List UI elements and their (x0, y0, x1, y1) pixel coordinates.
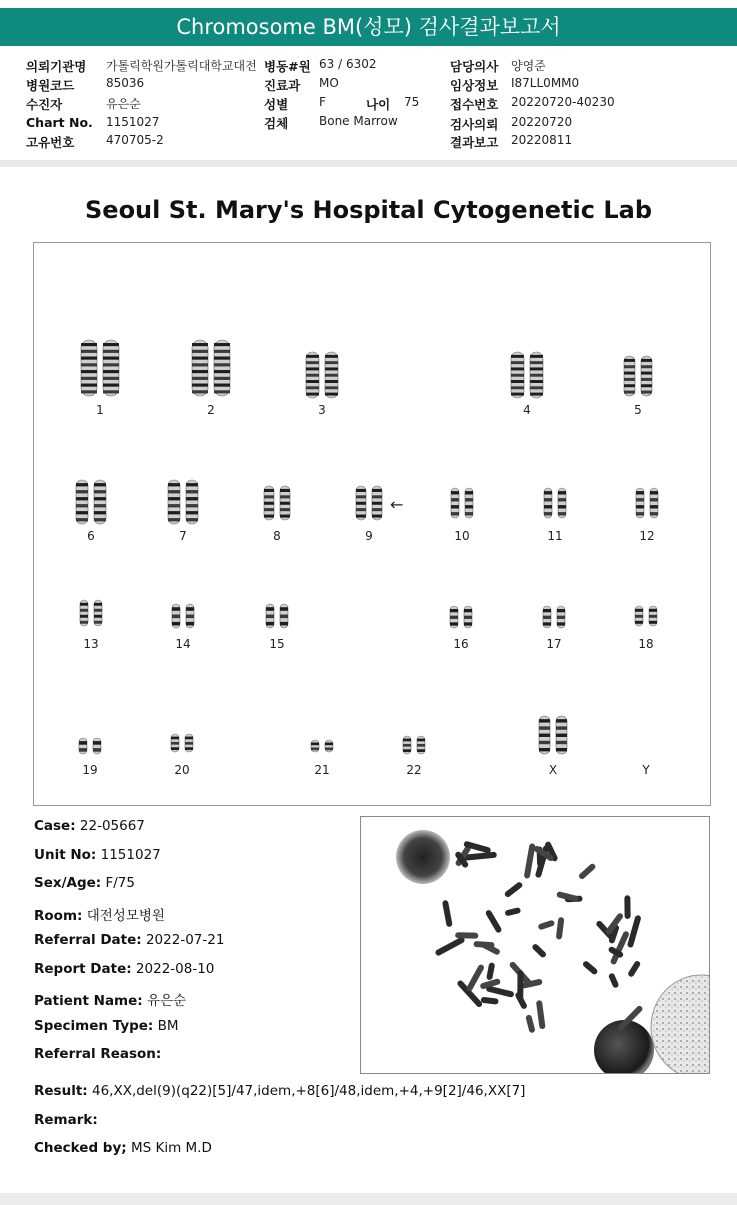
chromosome-label: 16 (453, 637, 469, 651)
chromosome-pair (450, 487, 474, 519)
chromosome-pair (263, 485, 291, 521)
metaphase-chromosome (525, 1014, 535, 1033)
section-divider (0, 160, 737, 167)
chromosome-pair (634, 605, 658, 627)
arrow-left-icon: ← (390, 495, 404, 514)
age-label: 나이 (366, 97, 391, 112)
report-date-value: 2022-08-10 (135, 961, 215, 977)
chromosome-pair (449, 605, 473, 629)
case-row (34, 818, 145, 834)
chromosome-pair (171, 603, 195, 629)
case-label: Case: (34, 818, 76, 834)
specimen-type-row (34, 1018, 179, 1034)
chromosome-pair (355, 485, 383, 521)
interphase-nucleus (396, 830, 450, 884)
chromosome-label: 14 (175, 637, 191, 651)
result-report-value: 20220811 (511, 133, 573, 147)
chromosome-pair (305, 351, 339, 399)
chromosome-label: 8 (273, 529, 281, 543)
report-date-row (34, 961, 214, 977)
specimen-type-label: Specimen Type: (34, 1018, 154, 1034)
chromosome-pair (623, 355, 653, 397)
chromosome-label: 21 (314, 763, 330, 777)
chromosome-pair (543, 487, 567, 519)
chromosome-pair (170, 733, 194, 753)
chromosome-label: 15 (269, 637, 285, 651)
case-value: 22-05667 (79, 818, 145, 834)
sex-label: 성별 (264, 97, 289, 112)
result-value: 46,XX,del(9)(q22)[5]/47,idem,+8[6]/48,idem,+4,+9[2]/46,XX[7] (91, 1083, 526, 1099)
department-value: MO (319, 76, 339, 90)
metaphase-chromosome (455, 932, 478, 939)
result-report-label: 결과보고 (450, 135, 499, 150)
unique-id-label: 고유번호 (26, 135, 75, 150)
receipt-no-value: 20220720-40230 (511, 95, 615, 109)
chromosome-label: 13 (83, 637, 99, 651)
doctor-value: 양영준 (511, 59, 546, 73)
chromosome-label: 2 (207, 403, 215, 417)
lab-title: Seoul St. Mary's Hospital Cytogenetic Lab (85, 196, 652, 224)
hospital-code-label: 병원코드 (26, 78, 75, 93)
chromosome-pair (510, 351, 544, 399)
metaphase-chromosome (434, 936, 465, 957)
metaphase-chromosomes (434, 841, 643, 1034)
referral-date-row (34, 932, 224, 948)
chromosome-pair (402, 735, 426, 755)
footer-divider (0, 1193, 737, 1205)
checked-row (34, 1140, 212, 1156)
chromosome-label: Y (642, 763, 650, 777)
chromosome-label: 10 (454, 529, 470, 543)
unit-value: 1151027 (100, 847, 161, 863)
metaphase-spread-svg (361, 817, 709, 1073)
metaphase-image (360, 816, 710, 1074)
karyogram-panel (33, 242, 711, 806)
metaphase-chromosome (442, 900, 453, 928)
metaphase-chromosome (536, 1000, 546, 1029)
metaphase-chromosome (608, 972, 620, 988)
metaphase-chromosome (504, 907, 521, 916)
metaphase-chromosome (524, 843, 536, 879)
chromosome-label: 5 (634, 403, 642, 417)
chromosome-label: 22 (406, 763, 422, 777)
patient-name-row (34, 989, 186, 1009)
request-date-value: 20220720 (511, 115, 573, 129)
specimen-value: Bone Marrow (319, 114, 398, 128)
receipt-no-label: 접수번호 (450, 97, 499, 112)
patient-name-label: Patient Name: (34, 993, 143, 1009)
clinical-info-value: I87LL0MM0 (511, 76, 580, 90)
sex-value: F (319, 95, 326, 109)
checked-label: Checked by; (34, 1140, 127, 1156)
result-row (34, 1083, 525, 1099)
chromosome-label: X (548, 763, 558, 777)
chromosome-label: 7 (179, 529, 187, 543)
hospital-code-value: 85036 (106, 76, 145, 90)
metaphase-chromosome (473, 941, 494, 948)
result-label: Result: (34, 1083, 88, 1099)
chromosome-label: 12 (639, 529, 655, 543)
unit-label: Unit No: (34, 847, 97, 863)
patient-name-value: 유은순 (146, 993, 187, 1009)
chromosome-label: 17 (546, 637, 562, 651)
referral-date-value: 2022-07-21 (145, 932, 225, 948)
chromosome-label: 4 (523, 403, 531, 417)
room-row (34, 904, 165, 924)
chromosome-pair (79, 599, 103, 627)
metaphase-chromosome (627, 915, 642, 949)
institution-label: 의뢰기관명 (26, 59, 87, 74)
chromosome-pair (167, 479, 199, 525)
patient-label: 수진자 (26, 97, 63, 112)
remark-label: Remark: (34, 1112, 98, 1128)
chromosome-pair (310, 739, 334, 753)
institution-value: 가톨릭학원가톨릭대학교대전 (106, 59, 257, 73)
unique-id-value: 470705-2 (106, 133, 164, 147)
chromosome-pair (538, 715, 568, 755)
chromosome-label: 11 (547, 529, 563, 543)
chromosome-label: 18 (638, 637, 654, 651)
patient-value: 유은순 (106, 97, 141, 111)
room-label: Room: (34, 908, 83, 924)
metaphase-chromosome (486, 962, 495, 980)
chromosome-label: 9 (365, 529, 373, 543)
referral-date-label: Referral Date: (34, 932, 142, 948)
interphase-nucleus (651, 975, 709, 1073)
metaphase-chromosome (578, 862, 597, 880)
specimen-type-value: BM (157, 1018, 179, 1034)
referral-reason-label: Referral Reason: (34, 1046, 162, 1062)
clinical-info-label: 임상정보 (450, 78, 499, 93)
chromosome-label: 1 (96, 403, 104, 417)
metaphase-chromosome (624, 895, 630, 919)
chromosome-label: 20 (174, 763, 190, 777)
report-date-label: Report Date: (34, 961, 132, 977)
remark-row (34, 1112, 98, 1128)
metaphase-chromosome (556, 917, 565, 940)
chromosome-label: 19 (82, 763, 98, 777)
chromosome-pair (75, 479, 107, 525)
chromosome-label: 6 (87, 529, 95, 543)
ward-label: 병동#원 (264, 59, 311, 74)
metaphase-chromosome (531, 943, 547, 959)
report-title-bar (0, 8, 737, 46)
chromosome-pair (78, 737, 102, 755)
room-value: 대전성모병원 (86, 908, 165, 924)
age-value: 75 (404, 95, 420, 109)
unit-row (34, 847, 161, 863)
request-date-label: 검사의뢰 (450, 117, 499, 132)
checked-value: MS Kim M.D (130, 1140, 212, 1156)
chromosome-pair (191, 339, 231, 397)
doctor-label: 담당의사 (450, 59, 499, 74)
chart-no-label: Chart No. (26, 115, 93, 130)
patient-info-table (0, 53, 737, 153)
chromosome-pair (265, 603, 289, 629)
metaphase-chromosome (627, 960, 641, 978)
sexage-row (34, 875, 135, 891)
metaphase-chromosome (485, 909, 503, 934)
specimen-label: 검체 (264, 116, 289, 131)
chromosome-pair (80, 339, 120, 397)
metaphase-chromosome (481, 997, 499, 1005)
metaphase-chromosome (538, 920, 556, 931)
chromosome-pair (542, 605, 566, 629)
sexage-label: Sex/Age: (34, 875, 102, 891)
metaphase-chromosome (582, 960, 599, 976)
chart-no-value: 1151027 (106, 115, 160, 129)
chromosome-label: 3 (318, 403, 326, 417)
report-title: Chromosome BM(성모) 검사결과보고서 (176, 15, 561, 39)
ward-value: 63 / 6302 (319, 57, 377, 71)
metaphase-chromosome (504, 881, 524, 898)
department-label: 진료과 (264, 78, 301, 93)
chromosome-pair (635, 487, 659, 519)
sexage-value: F/75 (105, 875, 135, 891)
referral-reason-row (34, 1046, 161, 1062)
